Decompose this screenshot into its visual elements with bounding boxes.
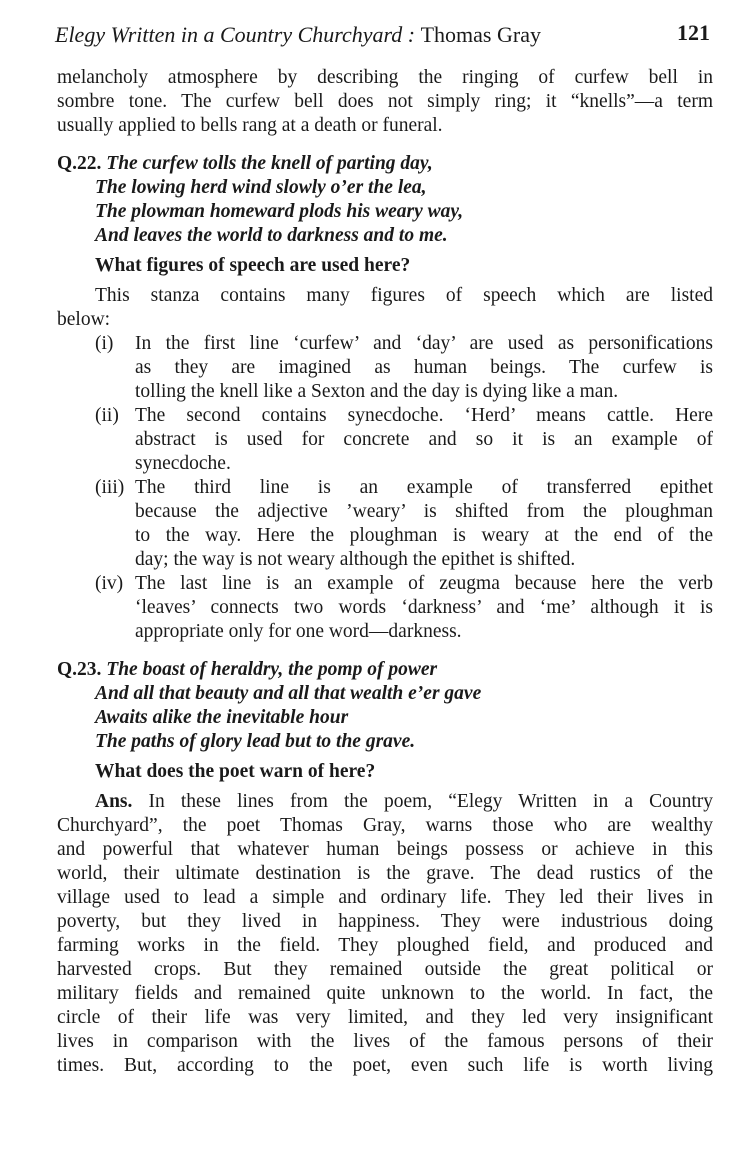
item-line: synecdoche. [135,453,231,474]
q23-answer [57,790,713,1078]
item-line: abstract is used for concrete and so it is an example of [135,429,713,450]
answer-line: village used to lead a simple and ordinary life. They led their lives in [57,887,713,908]
figure-item-iv [57,572,713,644]
item-line: In the first line ‘curfew’ and ‘day’ are used as personifications [135,333,713,354]
q22-poem-line: The curfew tolls the knell of parting day, [106,153,433,174]
answer-line: military fields and remained quite unknown to the world. In fact, the [57,983,713,1004]
answer-label: Ans. [95,791,133,812]
item-line: The last line is an example of zeugma because here the verb [135,573,713,594]
figure-item-i [57,332,713,404]
item-marker: (ii) [95,405,119,426]
question-23 [57,658,713,1078]
q22-question: What figures of speech are used here? [95,255,411,276]
q23-number: Q.23. [57,659,102,680]
page-number: 121 [677,20,710,45]
q23-question: What does the poet warn of here? [95,761,376,782]
q22-poem-line: And leaves the world to darkness and to me. [95,225,448,246]
answer-line: farming works in the field. They ploughed field, and produced and [57,935,713,956]
answer-line: Churchyard”, the poet Thomas Gray, warns those who are wealthy [57,815,713,836]
q22-number: Q.22. [57,153,102,174]
intro-line: usually applied to bells rang at a death or funeral. [57,115,443,136]
q23-poem-line: Awaits alike the inevitable hour [95,707,349,728]
answer-line: poverty, but they lived in happiness. They were industrious doing [57,911,713,932]
item-line: because the adjective ’weary’ is shifted from the ploughman [135,501,713,522]
intro-line: sombre tone. The curfew bell does not simply ring; it “knells”—a term [57,91,713,112]
item-line: The third line is an example of transferred epithet [135,477,713,498]
item-line: appropriate only for one word—darkness. [135,621,462,642]
q23-poem-line: And all that beauty and all that wealth e’er gave [95,683,482,704]
q23-poem-line: The boast of heraldry, the pomp of power [106,659,438,680]
running-head-author: Thomas Gray [420,22,541,47]
item-line: tolling the knell like a Sexton and the day is dying like a man. [135,381,619,402]
q23-first-line [57,658,713,682]
question-22 [57,152,713,644]
item-line: to the way. Here the ploughman is weary at the end of the [135,525,713,546]
answer-line: harvested crops. But they remained outside the great political or [57,959,713,980]
q23-poem-line: The paths of glory lead but to the grave. [95,731,416,752]
answer-line: world, their ultimate destination is the grave. The dead rustics of the [57,863,713,884]
item-line: The second contains synecdoche. ‘Herd’ means cattle. Here [135,405,713,426]
q22-answer-intro: This stanza contains many figures of speech which are listed [95,285,713,306]
running-head-title: Elegy Written in a Country Churchyard : Thomas Gray [55,22,541,47]
answer-line: Ans. In these lines from the poem, “Elegy Written in a Country [95,791,714,812]
q22-answer-intro: below: [57,309,111,330]
figure-item-iii [57,476,713,572]
item-marker: (iv) [95,573,124,594]
intro-paragraph [57,66,713,138]
answer-line: circle of their life was very limited, and they led very insignificant [57,1007,713,1028]
item-marker: (iii) [95,477,125,498]
q22-poem-line: The lowing herd wind slowly o’er the lea, [95,177,427,198]
intro-line: melancholy atmosphere by describing the ringing of curfew bell in [57,67,713,88]
figure-item-ii [57,404,713,476]
item-line: as they are imagined as human beings. The curfew is [135,357,713,378]
figures-list [57,332,713,644]
q22-first-line [57,152,713,176]
item-line: ‘leaves’ connects two words ‘darkness’ and ‘me’ although it is [135,597,713,618]
answer-line: lives in comparison with the lives of the famous persons of their [57,1031,713,1052]
answer-line: and powerful that whatever human beings possess or achieve in this [57,839,713,860]
page-content [57,66,713,1078]
running-head [55,20,710,52]
q22-poem-line: The plowman homeward plods his weary way, [95,201,464,222]
answer-line: times. But, according to the poet, even such life is worth living [57,1055,713,1076]
item-marker: (i) [95,333,114,354]
item-line: day; the way is not weary although the epithet is shifted. [135,549,576,570]
